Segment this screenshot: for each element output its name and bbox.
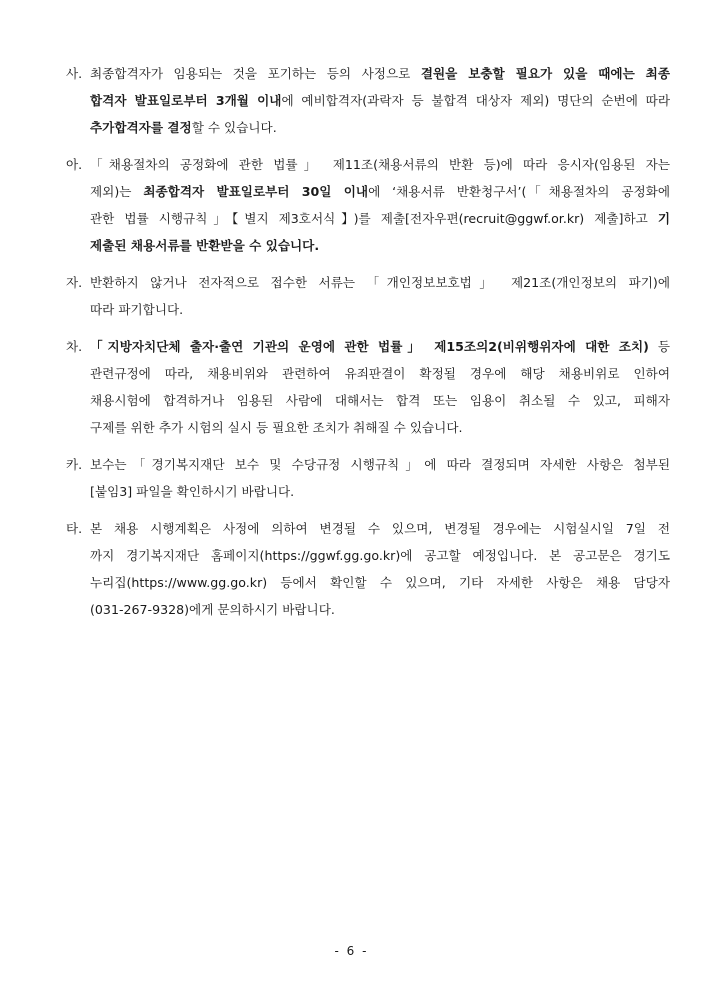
- document-body: [66, 60, 670, 633]
- bold-text: 제출된 채용서류를 반환받을 수 있습니다.: [90, 238, 320, 253]
- text-run: 따라 파기합니다.: [90, 302, 184, 317]
- text-run: 에 ‘채용서류 반환청구서’(「채용절차의 공정화에: [368, 184, 670, 199]
- text-run: 채용시험에 합격하거나 임용된 사람에 대해서는 합격 또는 임용이 취소될 수 있고, 피해자: [90, 393, 670, 408]
- text-run: 관련규정에 따라, 채용비위와 관련하여 유죄판결이 확정될 경우에 해당 채용비위로 인하여: [90, 366, 670, 381]
- text-line: [90, 87, 670, 114]
- bold-text: 「지방자치단체 출자·출연 기관의 운영에 관한 법률」 제15조의2(비위행위자에 대한 조치): [90, 339, 649, 354]
- bold-text: 기: [657, 211, 670, 226]
- page-number: - 6 -: [334, 944, 369, 958]
- text-run: 누리집(https://www.gg.go.kr) 등에서 확인할 수 있으며, 기타 자세한 사항은 채용 담당자: [90, 575, 670, 590]
- text-run: 구제를 위한 추가 시험의 실시 등 필요한 조치가 취해질 수 있습니다.: [90, 420, 463, 435]
- list-item: [66, 333, 670, 441]
- text-line: [90, 478, 670, 505]
- text-run: 할 수 있습니다.: [191, 120, 277, 135]
- text-line: [90, 515, 670, 542]
- text-run: 보수는「경기복지재단 보수 및 수당규정 시행규칙」에 따라 결정되며 자세한 사항은 첨부된: [90, 457, 670, 472]
- list-item-marker: 차.: [66, 339, 83, 354]
- text-line: [90, 232, 670, 259]
- list-item: [66, 269, 670, 323]
- list-item: [66, 60, 670, 141]
- text-run: 최종합격자가 임용되는 것을 포기하는 등의 사정으로: [90, 66, 421, 81]
- text-line: [90, 569, 670, 596]
- text-line: [90, 151, 670, 178]
- text-run: 「채용절차의 공정화에 관한 법률」 제11조(채용서류의 반환 등)에 따라 응시자(임용된 자는: [90, 157, 670, 172]
- text-run: [붙임3] 파일을 확인하시기 바랍니다.: [90, 484, 295, 499]
- text-line: [90, 414, 670, 441]
- text-line: [90, 596, 670, 623]
- list-item-marker: 아.: [66, 157, 83, 172]
- text-line: [90, 542, 670, 569]
- text-line: [90, 387, 670, 414]
- list-item-marker: 타.: [66, 521, 83, 536]
- text-line: [90, 333, 670, 360]
- text-line: [90, 269, 670, 296]
- text-line: [90, 360, 670, 387]
- bold-text: 추가합격자를 결정: [90, 120, 192, 135]
- bold-text: 합격자 발표일로부터 3개월 이내: [90, 93, 282, 108]
- text-run: 반환하지 않거나 전자적으로 접수한 서류는 「개인정보보호법」 제21조(개인정보의 파기)에: [90, 275, 670, 290]
- text-run: 에 예비합격자(과락자 등 불합격 대상자 제외) 명단의 순번에 따라: [281, 93, 670, 108]
- bold-text: 결원을 보충할 필요가 있을 때에는 최종: [420, 66, 670, 81]
- bold-text: 최종합격자 발표일로부터 30일 이내: [143, 184, 369, 199]
- text-line: [90, 205, 670, 232]
- list-item: [66, 151, 670, 259]
- text-run: 까지 경기복지재단 홈페이지(https://ggwf.gg.go.kr)에 공고할 예정입니다. 본 공고문은 경기도: [90, 548, 670, 563]
- list-item-marker: 사.: [66, 66, 83, 81]
- text-line: [90, 178, 670, 205]
- list-item: [66, 451, 670, 505]
- text-run: 관한 법률 시행규칙」【별지 제3호서식】)를 제출[전자우편(recruit@ggwf.or.kr) 제출]하고: [90, 211, 658, 226]
- list-item: [66, 515, 670, 623]
- text-line: [90, 451, 670, 478]
- text-line: [90, 60, 670, 87]
- text-run: (031-267-9328)에게 문의하시기 바랍니다.: [90, 602, 335, 617]
- list-item-marker: 자.: [66, 275, 83, 290]
- text-run: 등: [648, 339, 671, 354]
- text-run: 제외)는: [90, 184, 144, 199]
- text-run: 본 채용 시행계획은 사정에 의하여 변경될 수 있으며, 변경될 경우에는 시험실시일 7일 전: [90, 521, 670, 536]
- list-item-marker: 카.: [66, 457, 83, 472]
- text-line: [90, 114, 670, 141]
- text-line: [90, 296, 670, 323]
